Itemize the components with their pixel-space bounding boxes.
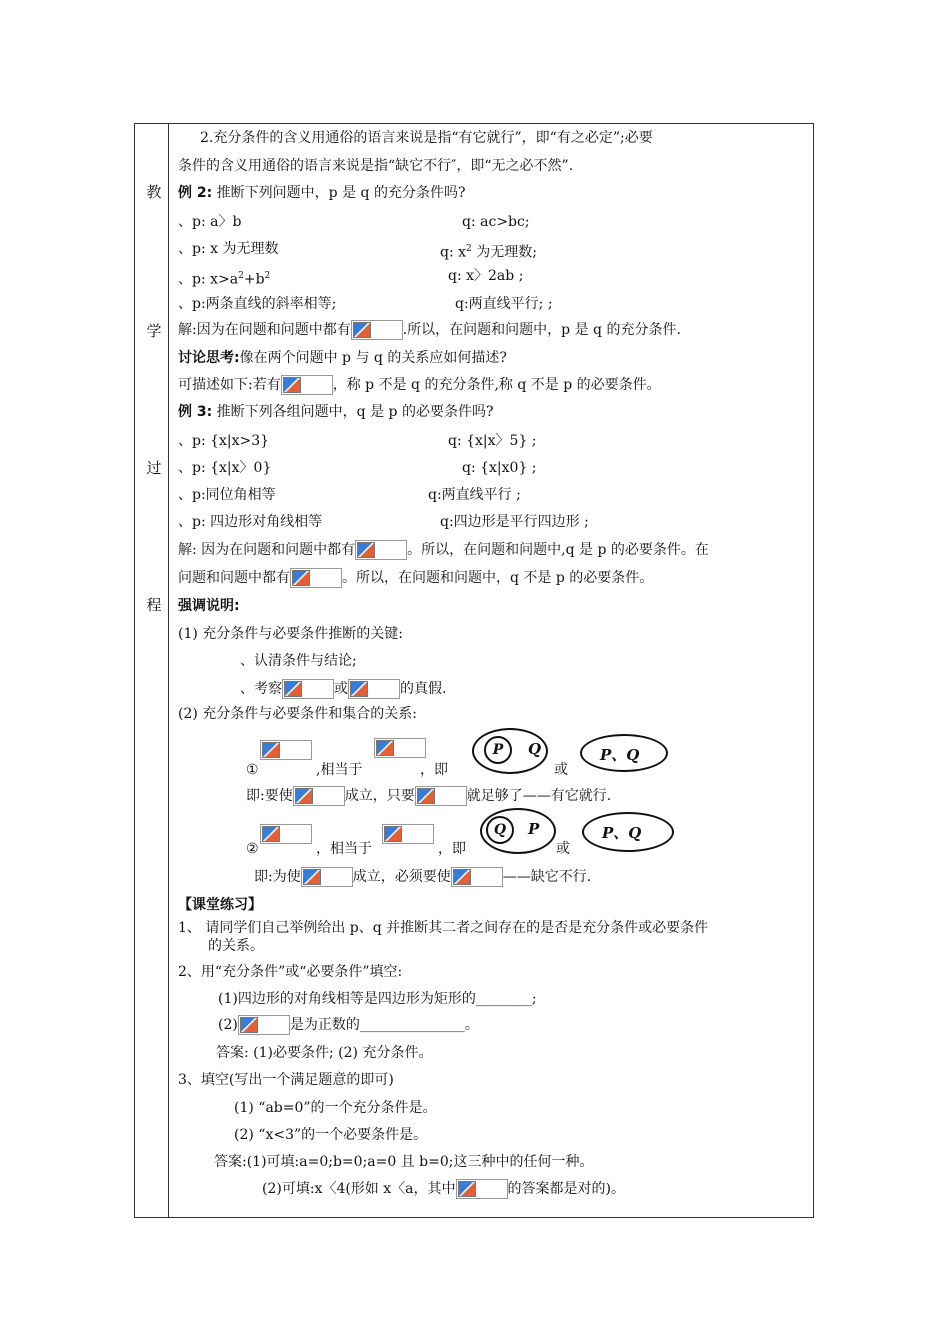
example-2-text: 推断下列问题中，p 是 q 的充分条件吗? [216,185,466,201]
ex3-item-p: 、p: {x|x>3} [178,433,270,449]
practice-3-2: (2) “x<3”的一个必要条件是。 [234,1127,428,1143]
practice-3-answer: 答案:(1)可填:a=0;b=0;a=0 且 b=0;这三种中的任何一种。 [214,1154,594,1170]
formula-image-icon [281,375,333,395]
venn-label-pq: P、Q [602,824,642,842]
case-1-explanation: 即:要使 成立，只要 就足够了——有它就行. [246,788,612,804]
ex2-item-q: q: ac>bc; [462,214,530,230]
key-point-1a: 、认清条件与结论; [240,653,357,669]
side-label-xue: 学 [146,322,162,340]
practice-2: 2、用“充分条件”或“必要条件”填空: [178,964,403,980]
formula-image-icon [456,1179,508,1199]
case-2-equivalent: ，相当于 [316,841,372,857]
venn-label-q: Q [528,740,542,758]
practice-2-1: (1)四边形的对角线相等是四边形为矩形的________; [218,991,537,1007]
example-3-heading [178,403,493,421]
ex3-item-p: 、p:同位角相等 [178,487,276,503]
formula-image-icon [260,740,312,760]
key-point-2: (2) 充分条件与必要条件和集合的关系: [178,706,417,722]
key-point-1b: 、考察 或 的真假. [240,681,447,697]
formula-image-icon [290,568,342,588]
side-label-cheng: 程 [146,596,162,614]
side-label-jiao: 教 [146,183,162,201]
practice-2-answer: 答案: (1)必要条件; (2) 充分条件。 [216,1045,433,1061]
discussion-heading [178,349,507,367]
case-1-number: ① [246,762,259,778]
case-2-ji: ，即 [438,841,466,857]
formula-image-icon [301,867,353,887]
solution-3: 解: 因为在问题和问题中都有 。所以，在问题和问题中,q 是 p 的必要条件。在 [178,542,709,558]
formula-image-icon [374,738,426,758]
solution-2: 解:因为在问题和问题中都有 .所以，在问题和问题中，p 是 q 的充分条件. [178,322,681,338]
case-2-explanation: 即:为使 成立，必须要使 ——缺它不行. [254,869,592,885]
ex2-item-p: 、p: $x>a^2+b^2$ [178,271,271,288]
formula-image-icon [351,320,403,340]
venn-label-pq: P、Q [600,746,640,764]
formula-image-icon [238,1015,290,1035]
ex2-item-q: q:两直线平行; ; [455,296,553,312]
key-point-1: (1) 充分条件与必要条件推断的关键: [178,626,403,642]
text-line: 2.充分条件的含义用通俗的语言来说是指“有它就行”，即“有之必定”;必要 [200,130,653,146]
case-2-number: ② [246,841,259,857]
practice-1: 1、 请同学们自己举例给出 p、q 并推断其二者之间存在的是否是充分条件或必要条件 [178,920,709,936]
practice-heading: 【课堂练习】 [178,897,262,913]
venn-inner-circle-q: Q [486,816,514,844]
formula-image-icon [415,786,467,806]
ex3-item-p: 、p: {x|x〉0} [178,460,272,476]
ex3-item-q: q: {x|x〉5} ; [448,433,537,449]
formula-image-icon [451,867,503,887]
formula-image-icon [293,786,345,806]
practice-3: 3、填空(写出一个满足题意的即可) [178,1072,394,1088]
practice-1-cont: 的关系。 [208,938,264,954]
ex3-item-q: q:两直线平行 ; [428,487,521,503]
ex2-item-p: 、p:两条直线的斜率相等; [178,296,337,312]
example-3-label: 例 3: [178,404,213,420]
ex2-item-q: q: x〉2ab ; [448,268,524,284]
practice-3-answer-2: (2)可填:x〈4(形如 x〈a，其中 的答案都是对的)。 [262,1181,625,1197]
ex2-item-q: q: $x^2$ 为无理数; [440,244,537,261]
text-line: 条件的含义用通俗的语言来说是指“缺它不行″，即“无之必不然”. [178,158,574,174]
ex3-item-q: q:四边形是平行四边形 ; [440,514,589,530]
formula-image-icon [355,540,407,560]
emphasis-heading: 强调说明: [178,598,240,614]
venn-label-p: P [528,820,540,838]
column-divider [168,123,169,1218]
case-1-ji: ，即 [420,762,448,778]
ex3-item-q: q: {x|x0} ; [462,460,537,476]
formula-image-icon [348,679,400,699]
example-2-label: 例 2: [178,185,213,201]
practice-3-1: (1) “ab=0”的一个充分条件是。 [234,1100,437,1116]
side-label-guo: 过 [146,459,162,477]
solution-3-cont: 问题和问题中都有 。所以，在问题和问题中，q 不是 p 的必要条件。 [178,570,654,586]
formula-image-icon [282,679,334,699]
discussion-text: 像在两个问题中 p 与 q 的关系应如何描述? [239,350,507,366]
ex2-item-p: 、p: x 为无理数 [178,241,279,257]
example-3-text: 推断下列各组问题中，q 是 p 的必要条件吗? [216,404,494,420]
formula-image-icon [382,824,434,844]
ex3-item-p: 、p: 四边形对角线相等 [178,514,323,530]
example-2-heading [178,184,465,202]
case-1-or: 或 [554,762,568,778]
discussion-label: 讨论思考: [178,350,240,366]
case-2-or: 或 [556,841,570,857]
venn-inner-circle-p: P [484,736,512,764]
practice-2-2: (2) 是为正数的_______________。 [218,1017,479,1033]
description-line: 可描述如下:若有 ，称 p 不是 q 的充分条件,称 q 不是 p 的必要条件。 [178,377,661,393]
ex2-item-p: 、p: a〉b [178,214,242,230]
formula-image-icon [260,824,312,844]
case-1-equivalent: ,相当于 [316,762,363,778]
